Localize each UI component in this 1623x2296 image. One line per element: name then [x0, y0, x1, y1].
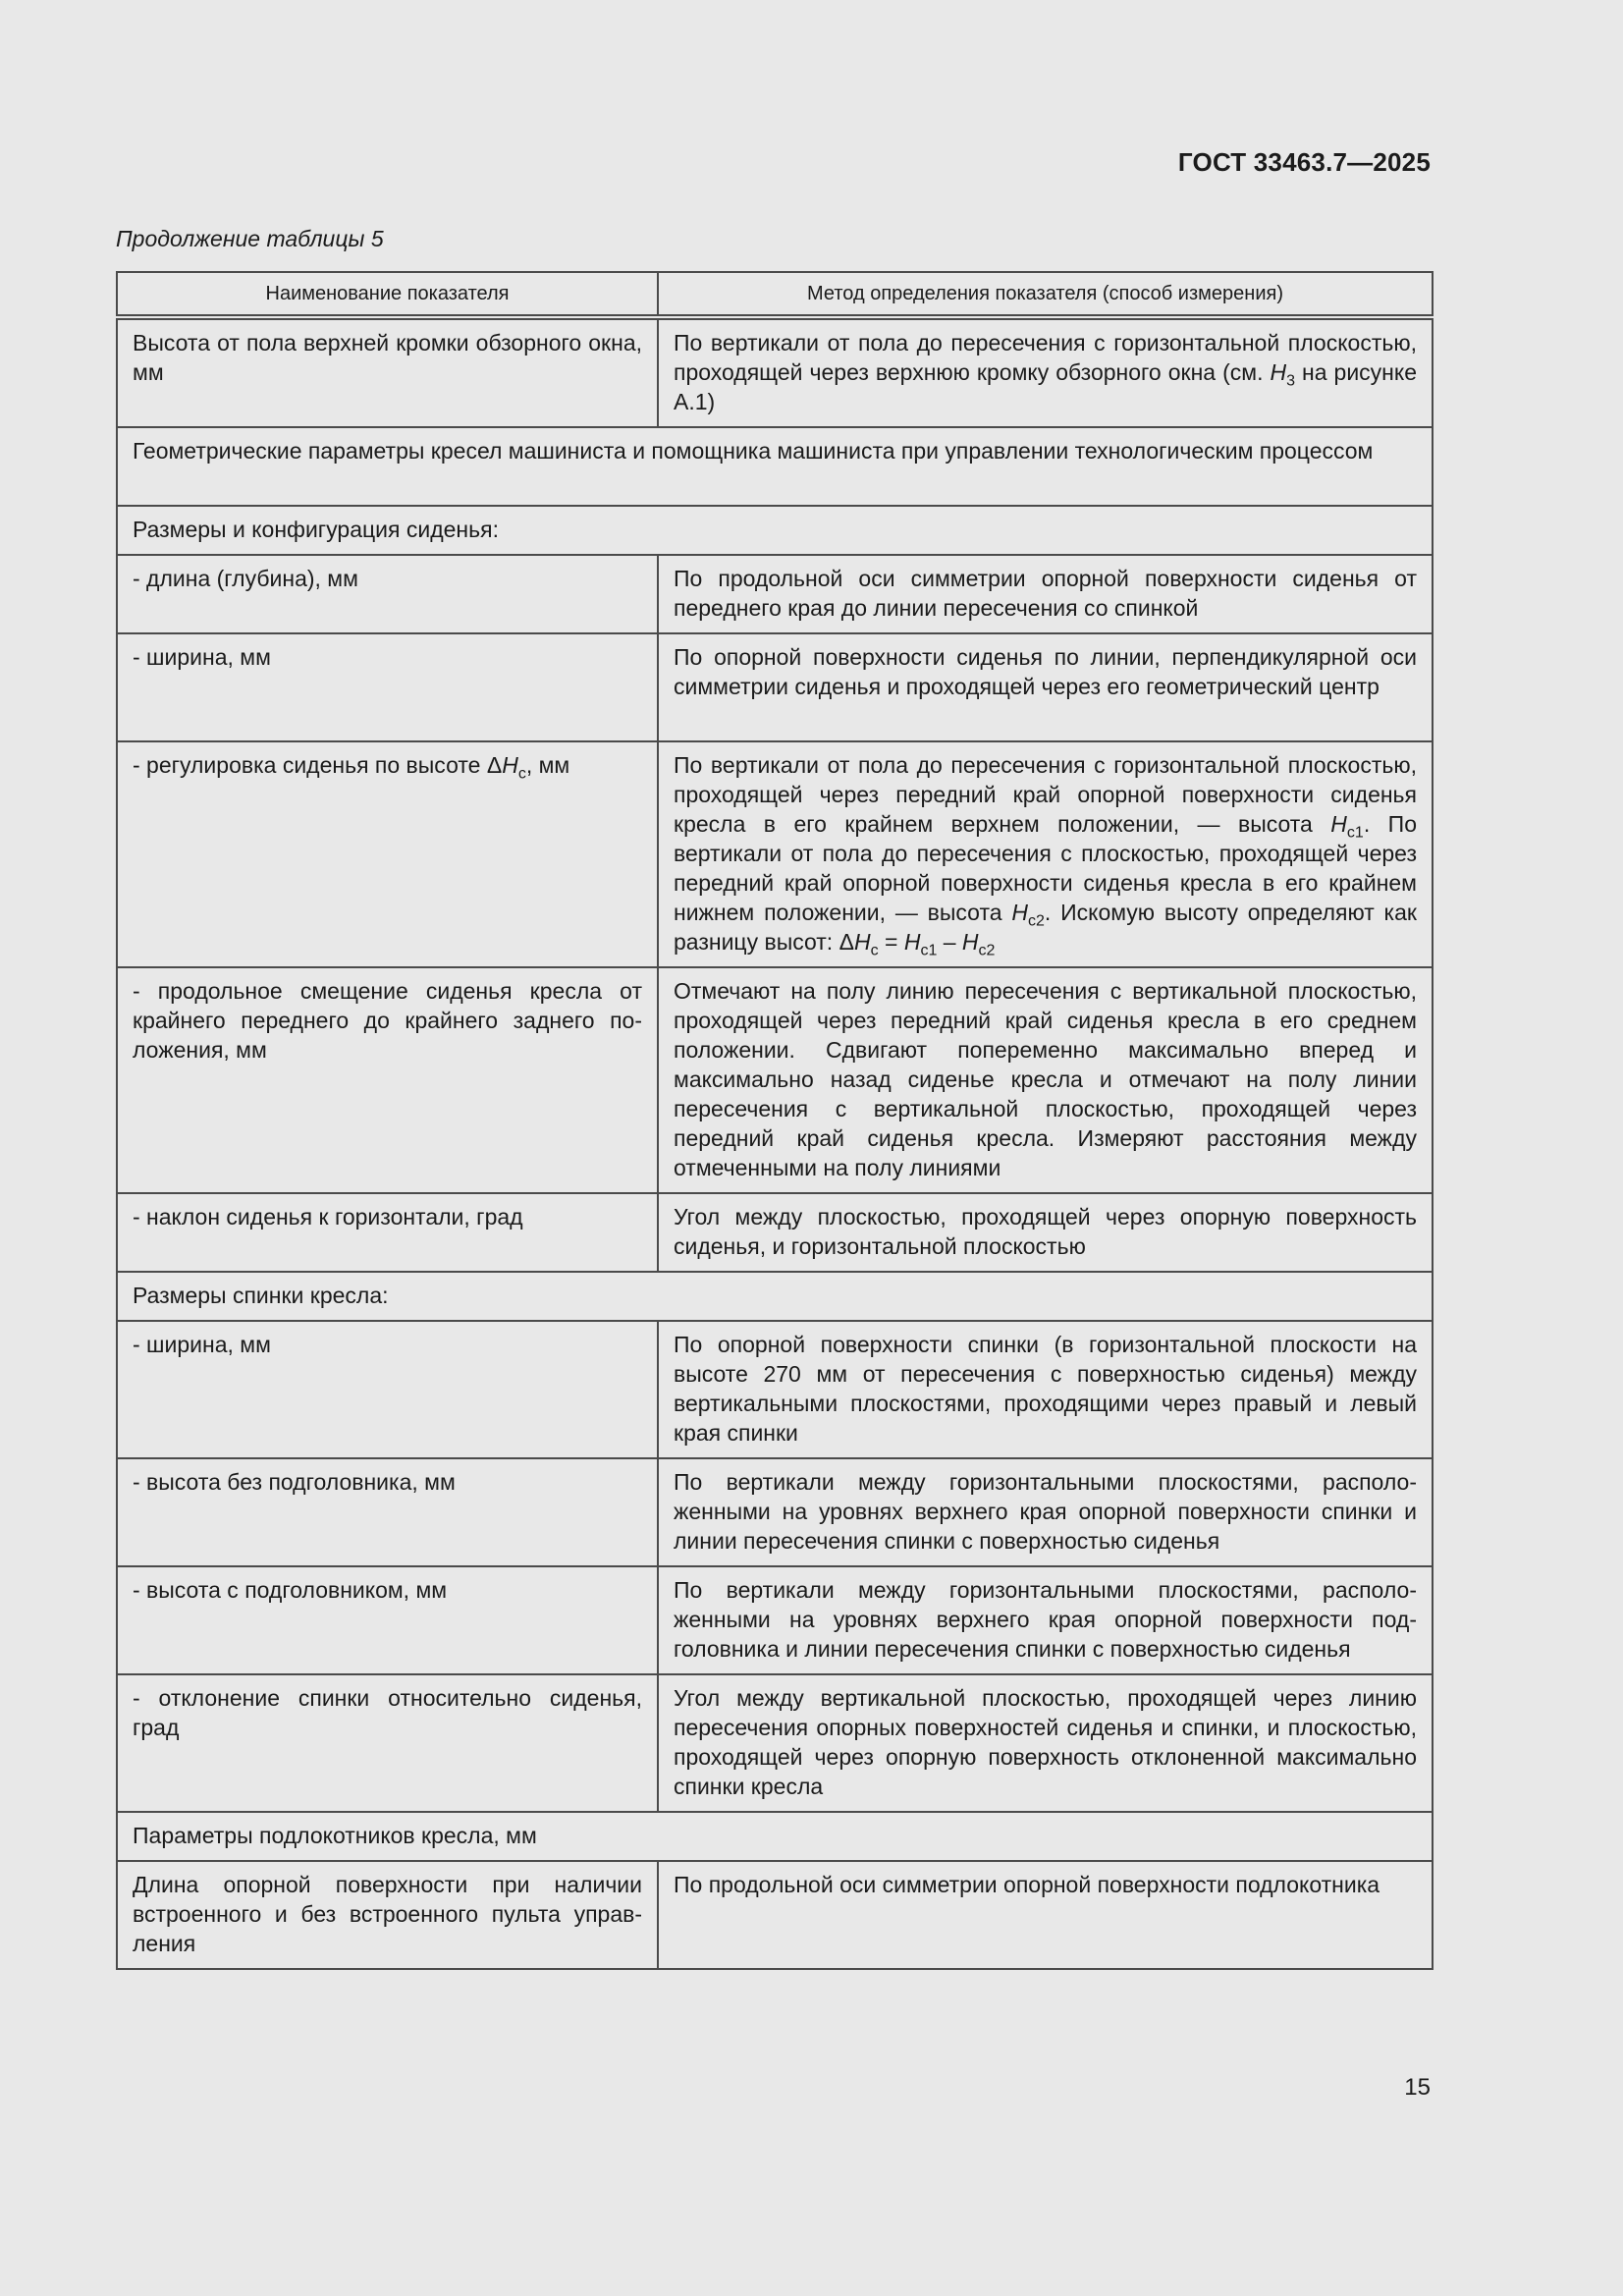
table-caption: Продолжение таблицы 5	[116, 226, 384, 251]
table-row	[117, 1321, 1433, 1458]
section-row	[117, 427, 1433, 506]
page-number: 15	[1404, 2074, 1431, 2101]
symbol-subscript: с1	[1346, 824, 1364, 842]
symbol-h: H	[1330, 811, 1347, 837]
symbol-h: H	[903, 929, 921, 955]
parameter-name: - отклонение спинки относительно сиденья, град	[117, 1674, 658, 1812]
name-text: - регулировка сиденья по высоте	[133, 752, 487, 778]
symbol-subscript: 3	[1286, 372, 1296, 390]
parameter-name: - высота без подголовника, мм	[117, 1458, 658, 1566]
parameter-name: - продольное смещение сиденья кресла от крайнего переднего до крайнего заднего положения, мм	[117, 967, 658, 1193]
parameter-name: - ширина, мм	[117, 633, 658, 741]
section-title: Параметры подлокотников кресла, мм	[117, 1812, 1433, 1861]
symbol-h: H	[1270, 359, 1287, 385]
table-row	[117, 741, 1433, 967]
table-row	[117, 967, 1433, 1193]
symbol-subscript: с2	[978, 942, 996, 959]
section-row	[117, 1812, 1433, 1861]
symbol-subscript: с	[870, 942, 879, 959]
section-title: Размеры и конфигурация сиденья:	[117, 506, 1433, 555]
name-text: , мм	[525, 752, 570, 778]
parameter-method: По вертикали между горизонтальными плоскостями, расположенными на уровнях верхнего края опорной поверхности спинки и линии пересечения спинки с поверхностью сиденья	[658, 1458, 1433, 1566]
parameter-method: По вертикали между горизонтальными плоскостями, расположенными на уровнях верхнего края опорной поверхности подголовника и линии пересечения спинки с поверхностью сиденья	[658, 1566, 1433, 1674]
parameter-method: Отмечают на полу линию пересечения с вертикальной плоскостью, проходящей через передний край сиденья кресла в его среднем положении. Сдвигают попеременно максимально вперед и максимально назад сиденье кресла и отмечают на полу линии пересечения с вертикальной плоскостью, проходящей через передний край сиденья кресла. Измеряют расстояния между отмеченными на полу линиями	[658, 967, 1433, 1193]
parameter-method: Угол между вертикальной плоскостью, проходящей через линию пересечения опорных поверхностей сиденья и спинки, и плоскостью, проходящей через опорную поверхность отклоненной максимально спинки кресла	[658, 1674, 1433, 1812]
parameter-method	[658, 317, 1433, 427]
column-header-method: Метод определения показателя (способ измерения)	[658, 272, 1433, 317]
parameter-method: Угол между плоскостью, проходящей через опорную поверхность сиденья, и горизонтальной плоскостью	[658, 1193, 1433, 1272]
method-text: По вертикали от пола до пересечения с горизонтальной плоскостью, проходящей через верхнюю кромку обзорного окна (см.	[674, 330, 1417, 385]
column-header-name: Наименование показателя	[117, 272, 658, 317]
delta-symbol: Δ	[839, 929, 854, 955]
method-text: . По вертикали от пола до пересечения с плоскостью, проходящей через передний край опорной поверхности сиденья кресла в его крайнем нижнем положении, — высота	[674, 811, 1417, 925]
table-header-row	[117, 272, 1433, 317]
section-row	[117, 1272, 1433, 1321]
table-row	[117, 1674, 1433, 1812]
method-text: на рисунке А.1)	[674, 359, 1417, 414]
parameters-table	[116, 271, 1434, 1970]
parameter-name	[117, 741, 658, 967]
parameter-name: Высота от пола верхней кромки обзорного окна, мм	[117, 317, 658, 427]
parameter-name: - длина (глубина), мм	[117, 555, 658, 633]
table-row	[117, 1861, 1433, 1969]
section-row	[117, 506, 1433, 555]
table-row	[117, 1458, 1433, 1566]
parameter-method: По опорной поверхности спинки (в горизонтальной плоскости на высоте 270 мм от пересечения с поверхностью сиденья) между вертикальными плоскостями, проходящими через правый и левый края спинки	[658, 1321, 1433, 1458]
section-title: Геометрические параметры кресел машиниста и помощника машиниста при управлении технологическим процессом	[117, 427, 1433, 506]
section-title: Размеры спинки кресла:	[117, 1272, 1433, 1321]
parameter-name: - наклон сиденья к горизонтали, град	[117, 1193, 658, 1272]
table-row	[117, 633, 1433, 741]
delta-symbol: Δ	[486, 752, 503, 778]
symbol-subscript: с2	[1027, 912, 1045, 930]
parameter-name: - высота с подголовником, мм	[117, 1566, 658, 1674]
equals-sign: =	[878, 929, 904, 955]
symbol-h: H	[961, 929, 979, 955]
method-text: По вертикали от пола до пересечения с горизонтальной плоскостью, проходящей через передний край опорной поверхности сиденья кресла в его крайнем верхнем положении, — высота	[674, 752, 1417, 837]
parameter-name: Длина опорной поверхности при наличии встроенного и без встроенного пульта управления	[117, 1861, 658, 1969]
table-row	[117, 1193, 1433, 1272]
table-row	[117, 317, 1433, 427]
symbol-subscript: с	[517, 765, 526, 783]
symbol-h: H	[502, 752, 518, 778]
symbol-subscript: с1	[920, 942, 938, 959]
minus-sign: –	[937, 929, 962, 955]
symbol-h: H	[1011, 900, 1028, 925]
parameter-method	[658, 741, 1433, 967]
table-row	[117, 1566, 1433, 1674]
document-code: ГОСТ 33463.7—2025	[1177, 147, 1431, 177]
parameter-method: По опорной поверхности сиденья по линии, перпендикулярной оси симметрии сиденья и проходящей через его геометрический центр	[658, 633, 1433, 741]
parameter-name: - ширина, мм	[117, 1321, 658, 1458]
table-row	[117, 555, 1433, 633]
parameter-method: По продольной оси симметрии опорной поверхности сиденья от переднего края до линии пересечения со спинкой	[658, 555, 1433, 633]
symbol-h: H	[853, 929, 871, 955]
parameter-method: По продольной оси симметрии опорной поверхности подлокотника	[658, 1861, 1433, 1969]
method-text: . Искомую высоту определяют как разницу высот:	[674, 900, 1417, 955]
